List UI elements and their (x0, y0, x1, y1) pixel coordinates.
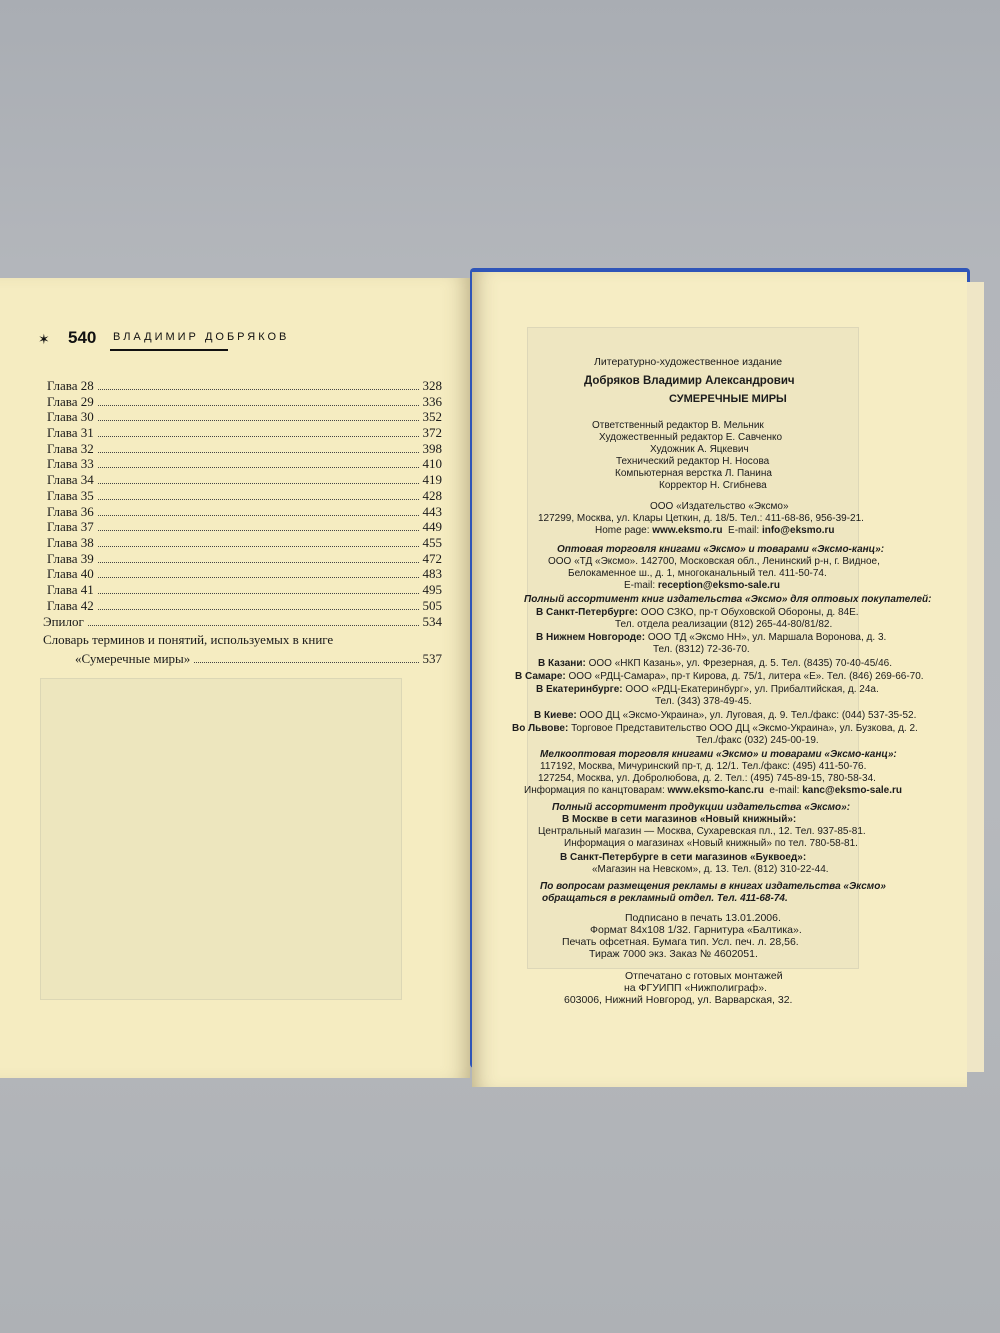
toc-row: Глава 39 472 (47, 550, 442, 566)
toc-row: Глава 40 483 (47, 566, 442, 582)
ads-line: обращаться в рекламный отдел. Тел. 411-68-74. (542, 893, 788, 904)
regional-entry: В Екатеринбурге: ООО «РДЦ-Екатеринбург», ул. Прибалтийская, д. 24а. (536, 684, 879, 695)
toc-row: Глава 30 352 (47, 409, 442, 425)
retail-heading: Полный ассортимент продукции издательства «Эксмо»: (552, 802, 851, 813)
header-rule (110, 349, 228, 351)
edition-type: Литературно-художественное издание (594, 356, 783, 368)
right-page (472, 272, 967, 1087)
signed-line: Подписано в печать 13.01.2006. (625, 912, 781, 924)
credit-line: Художественный редактор Е. Савченко (599, 432, 783, 443)
format-line: Формат 84x108 1/32. Гарнитура «Балтика». (590, 924, 802, 936)
toc-row: Глава 31 372 (47, 425, 442, 441)
regional-entry: В Санкт-Петербурге: ООО СЗКО, пр-т Обуховской Обороны, д. 84Е. (536, 607, 859, 618)
toc-row: Глава 29 336 (47, 393, 442, 409)
assortment-heading: Полный ассортимент книг издательства «Эксмо» для оптовых покупателей: (524, 594, 932, 605)
spb-line: «Магазин на Невском», д. 13. Тел. (812) 310-22-44. (592, 864, 829, 875)
toc-row: Глава 36 443 (47, 503, 442, 519)
credit-line: Ответственный редактор В. Мельник (592, 420, 764, 431)
regional-entry-cont: Тел. отдела реализации (812) 265-44-80/81/82. (615, 619, 833, 630)
moscow-line: Информация о магазинах «Новый книжный» по тел. 780-58-81. (564, 838, 858, 849)
ads-line: По вопросам размещения рекламы в книгах издательства «Эксмо» (540, 881, 886, 892)
wholesale-heading: Оптовая торговля книгами «Эксмо» и товарами «Эксмо-канц»: (557, 544, 885, 555)
printed-line: Отпечатано с готовых монтажей (625, 970, 783, 982)
regional-entry: В Нижнем Новгороде: ООО ТД «Эксмо НН», ул. Маршала Воронова, д. 3. (536, 632, 887, 643)
bleed-through-text (40, 678, 402, 1000)
regional-entry: В Казани: ООО «НКП Казань», ул. Фрезерная, д. 5. Тел. (8435) 70-40-45/46. (538, 658, 892, 669)
printed-line: 603006, Нижний Новгород, ул. Варварская, 32. (564, 994, 793, 1006)
credit-line: Корректор Н. Сгибнева (659, 480, 767, 491)
author-header: ВЛАДИМИР ДОБРЯКОВ (113, 331, 290, 343)
stationery-line: Информация по канцтоварам: www.eksmo-kanc.ru e-mail: kanc@eksmo-sale.ru (524, 785, 903, 796)
toc-row: Глава 38 455 (47, 534, 442, 550)
credit-line: Технический редактор Н. Носова (616, 456, 770, 467)
wholesale-email-line: E-mail: reception@eksmo-sale.ru (624, 580, 780, 591)
toc-row: Глава 32 398 (47, 440, 442, 456)
table-of-contents (43, 378, 442, 669)
left-page (0, 278, 470, 1078)
retail-wholesale-heading: Мелкооптовая торговля книгами «Эксмо» и товарами «Эксмо-канц»: (540, 749, 897, 760)
running-head (38, 328, 438, 352)
spb-heading: В Санкт-Петербурге в сети магазинов «Буквоед»: (560, 852, 807, 863)
toc-row: Глава 35 428 (47, 487, 442, 503)
regional-entry: В Киеве: ООО ДЦ «Эксмо-Украина», ул. Луговая, д. 9. Тел./факс: (044) 537-35-52. (534, 710, 917, 721)
printed-line: на ФГУИПП «Нижполиграф». (624, 982, 767, 994)
regional-entry: Во Львове: Торговое Представительство ООО ДЦ «Эксмо-Украина», ул. Бузкова, д. 2. (512, 723, 918, 734)
open-book (0, 272, 985, 1062)
toc-row: Глава 28 328 (47, 378, 442, 393)
credit-line: Художник А. Яцкевич (650, 444, 749, 455)
run-line: Тираж 7000 экз. Заказ № 4602051. (589, 948, 758, 960)
toc-row: Глава 33 410 (47, 456, 442, 472)
toc-row: Глава 42 505 (47, 597, 442, 613)
moscow-heading: В Москве в сети магазинов «Новый книжный»: (562, 814, 797, 825)
publisher-name: ООО «Издательство «Эксмо» (650, 501, 789, 512)
regional-entry-cont: Тел./факс (032) 245-00-19. (696, 735, 819, 746)
moscow-line: Центральный магазин — Москва, Сухаревская пл., 12. Тел. 937-85-81. (538, 826, 866, 837)
regional-entry-cont: Тел. (8312) 72-36-70. (653, 644, 750, 655)
toc-row-glossary: «Сумеречные миры» 537 (75, 651, 442, 667)
book-title: СУМЕРЕЧНЫЕ МИРЫ (669, 393, 787, 405)
regional-entry: В Самаре: ООО «РДЦ-Самара», пр-т Кирова, д. 75/1, литера «Е». Тел. (846) 269-66-70. (515, 671, 924, 682)
credit-line: Компьютерная верстка Л. Панина (615, 468, 772, 479)
star-ornament-icon: ✶ (38, 332, 50, 348)
toc-row: Глава 37 449 (47, 519, 442, 535)
retail-wholesale-line: 127254, Москва, ул. Добролюбова, д. 2. Тел.: (495) 745-89-15, 780-58-34. (538, 773, 876, 784)
toc-row: Эпилог 534 (43, 614, 442, 630)
publisher-address: 127299, Москва, ул. Клары Цеткин, д. 18/5. Тел.: 411-68-86, 956-39-21. (538, 513, 864, 524)
toc-row: Глава 41 495 (47, 581, 442, 597)
publisher-contacts: Home page: www.eksmo.ru E-mail: info@eksmo.ru (595, 525, 835, 536)
glossary-title-line1: Словарь терминов и понятий, используемых в книге (43, 632, 334, 648)
print-line: Печать офсетная. Бумага тип. Усл. печ. л. 28,56. (562, 936, 799, 948)
page-edges (965, 282, 984, 1072)
wholesale-line: ООО «ТД «Эксмо». 142700, Московская обл., Ленинский р-н, г. Видное, (548, 556, 880, 567)
wholesale-line: Белокаменное ш., д. 1, многоканальный тел. 411-50-74. (568, 568, 827, 579)
toc-row: Глава 34 419 (47, 472, 442, 488)
book-author: Добряков Владимир Александрович (584, 375, 795, 387)
retail-wholesale-line: 117192, Москва, Мичуринский пр-т, д. 12/1. Тел./факс: (495) 411-50-76. (540, 761, 867, 772)
page-number: 540 (68, 328, 97, 347)
regional-entry-cont: Тел. (343) 378-49-45. (655, 696, 752, 707)
